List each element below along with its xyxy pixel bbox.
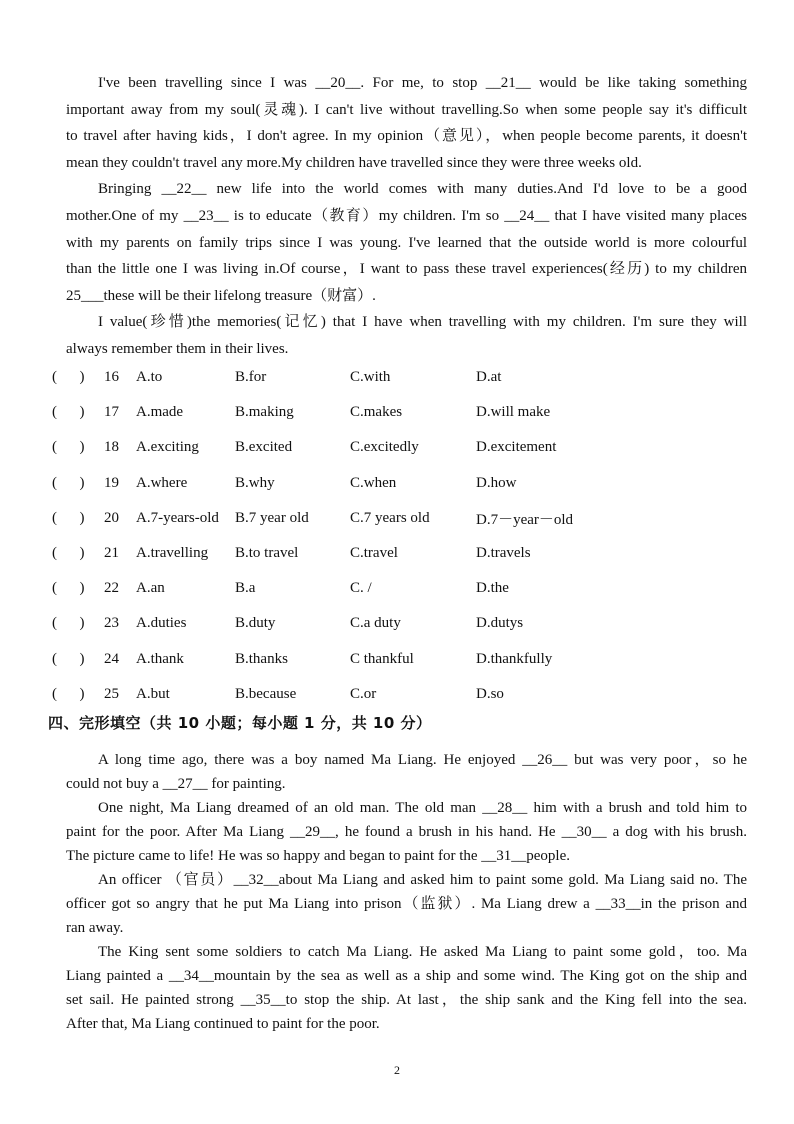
option-d: D.7－year－old [476, 511, 574, 528]
question-row [52, 430, 573, 465]
option-c: C.7 years old [350, 509, 430, 526]
option-a: A.but [136, 685, 170, 702]
page-number: 2 [394, 1063, 400, 1077]
option-a: A.to [136, 369, 163, 386]
passage-line: set sail. He painted strong __35__to stop the ship. At last，the ship sank and the King fell into the sea. [66, 992, 747, 1008]
option-c: C.when [350, 474, 397, 491]
question-row [52, 642, 573, 677]
option-d: D.will make [476, 404, 551, 421]
passage-line: mean they couldn't travel any more.My children have travelled since they were three weeks old. [66, 154, 642, 171]
option-a: A.an [136, 580, 165, 597]
question-row [52, 536, 573, 571]
passage-line: Liang painted a __34__mountain by the sea as well as a ship and some wind. The King got on the ship and [66, 968, 747, 984]
answer-bracket[interactable]: ( ) [52, 369, 85, 386]
question-number: 18 [104, 439, 119, 456]
question-number: 22 [104, 580, 119, 597]
option-c: C.makes [350, 404, 403, 421]
section-title: 四、完形填空（共 10 小题；每小题 1 分，共 10 分） [48, 714, 432, 732]
option-c: C thankful [350, 650, 414, 667]
option-a: A.travelling [136, 545, 209, 562]
option-b: B.excited [235, 439, 293, 456]
passage-line: An officer （官员）__32__about Ma Liang and asked him to paint some gold. Ma Liang said no. The [98, 872, 747, 888]
question-number: 21 [104, 545, 119, 562]
passage-line: always remember them in their lives. [66, 340, 289, 357]
passage-line: officer got so angry that he put Ma Liang into prison（监狱）. Ma Liang drew a __33__in the prison and [66, 896, 747, 912]
option-c: C.or [350, 685, 377, 702]
option-d: D.dutys [476, 615, 524, 632]
passage-line: than the little one I was living in.Of course，I want to pass these travel experiences(经历) to my children [66, 261, 747, 278]
question-row [52, 501, 573, 536]
passage-line: mother.One of my __23__ is to educate（教育）my children. I'm so __24__ that I have visited many places [66, 207, 747, 224]
option-b: B.a [235, 580, 256, 597]
answer-bracket[interactable]: ( ) [52, 404, 85, 421]
option-b: B.because [235, 685, 297, 702]
option-a: A.made [136, 404, 184, 421]
passage-two [66, 748, 747, 1036]
question-number: 16 [104, 369, 119, 386]
option-c: C.excitedly [350, 439, 419, 456]
option-d: D.thankfully [476, 650, 553, 667]
answer-bracket[interactable]: ( ) [52, 474, 85, 491]
passage-line: to travel after having kids，I don't agree. In my opinion（意见），when people become parents, it doesn't [66, 128, 747, 145]
question-number: 23 [104, 615, 119, 632]
option-d: D.at [476, 369, 502, 386]
passage-line: ran away. [66, 920, 124, 936]
option-c: C.a duty [350, 615, 401, 632]
answer-bracket[interactable]: ( ) [52, 545, 85, 562]
question-number: 19 [104, 474, 119, 491]
answer-bracket[interactable]: ( ) [52, 615, 85, 632]
option-d: D.excitement [476, 439, 557, 456]
question-row [52, 360, 573, 395]
option-a: A.where [136, 474, 188, 491]
passage-line: A long time ago, there was a boy named Ma Liang. He enjoyed __26__ but was very poor，so he [98, 752, 747, 768]
passage-line: paint for the poor. After Ma Liang __29__, he found a brush in his hand. He __30__ a dog with his brush. [66, 824, 747, 840]
passage-line: I've been travelling since I was __20__. For me, to stop __21__ would be like taking something [98, 75, 747, 91]
passage-line: important away from my soul(灵魂). I can't live without travelling.So when some people say it's difficult [66, 101, 747, 118]
passage-line: The King sent some soldiers to catch Ma Liang. He asked Ma Liang to paint some gold，too. Ma [98, 944, 747, 960]
question-row [52, 606, 573, 641]
answer-bracket[interactable]: ( ) [52, 580, 85, 597]
option-a: A.duties [136, 615, 187, 632]
option-c: C. / [350, 580, 372, 597]
option-d: D.the [476, 580, 509, 597]
answer-bracket[interactable]: ( ) [52, 650, 85, 667]
option-b: B.making [235, 404, 294, 421]
option-d: D.so [476, 685, 504, 702]
passage-line: One night, Ma Liang dreamed of an old man. The old man __28__ him with a brush and told him to [98, 800, 747, 816]
option-a: A.7-years-old [136, 509, 219, 526]
option-b: B.why [235, 474, 275, 491]
question-row [52, 395, 573, 430]
passage-line: After that, Ma Liang continued to paint for the poor. [66, 1016, 380, 1032]
question-number: 25 [104, 685, 119, 702]
option-a: A.exciting [136, 439, 199, 456]
question-number: 20 [104, 509, 119, 526]
passage-line: with my parents on family trips since I was young. I've learned that the outside world is more colourful [66, 234, 747, 251]
answer-bracket[interactable]: ( ) [52, 509, 85, 526]
option-a: A.thank [136, 650, 184, 667]
passage-line: Bringing __22__ new life into the world comes with many duties.And I'd love to be a good [98, 181, 747, 198]
answer-bracket[interactable]: ( ) [52, 685, 85, 702]
passage-line: I value(珍惜)the memories(记忆) that I have when travelling with my children. I'm sure they will [98, 314, 747, 331]
option-b: B.thanks [235, 650, 288, 667]
option-c: C.travel [350, 545, 398, 562]
option-d: D.travels [476, 545, 531, 562]
question-number: 17 [104, 404, 119, 421]
question-row [52, 466, 573, 501]
question-row [52, 571, 573, 606]
option-b: B.7 year old [235, 509, 309, 526]
passage-line: The picture came to life! He was so happy and began to paint for the __31__people. [66, 848, 571, 864]
passage-line: could not buy a __27__ for painting. [66, 776, 286, 792]
option-b: B.to travel [235, 545, 299, 562]
option-b: B.duty [235, 615, 276, 632]
option-c: C.with [350, 369, 391, 386]
question-row [52, 677, 573, 712]
answer-bracket[interactable]: ( ) [52, 439, 85, 456]
options-table [52, 360, 573, 712]
question-number: 24 [104, 650, 119, 667]
option-b: B.for [235, 369, 267, 386]
option-d: D.how [476, 474, 517, 491]
passage-line: 25___these will be their lifelong treasure（财富）. [66, 287, 376, 304]
passage-one [66, 70, 747, 363]
